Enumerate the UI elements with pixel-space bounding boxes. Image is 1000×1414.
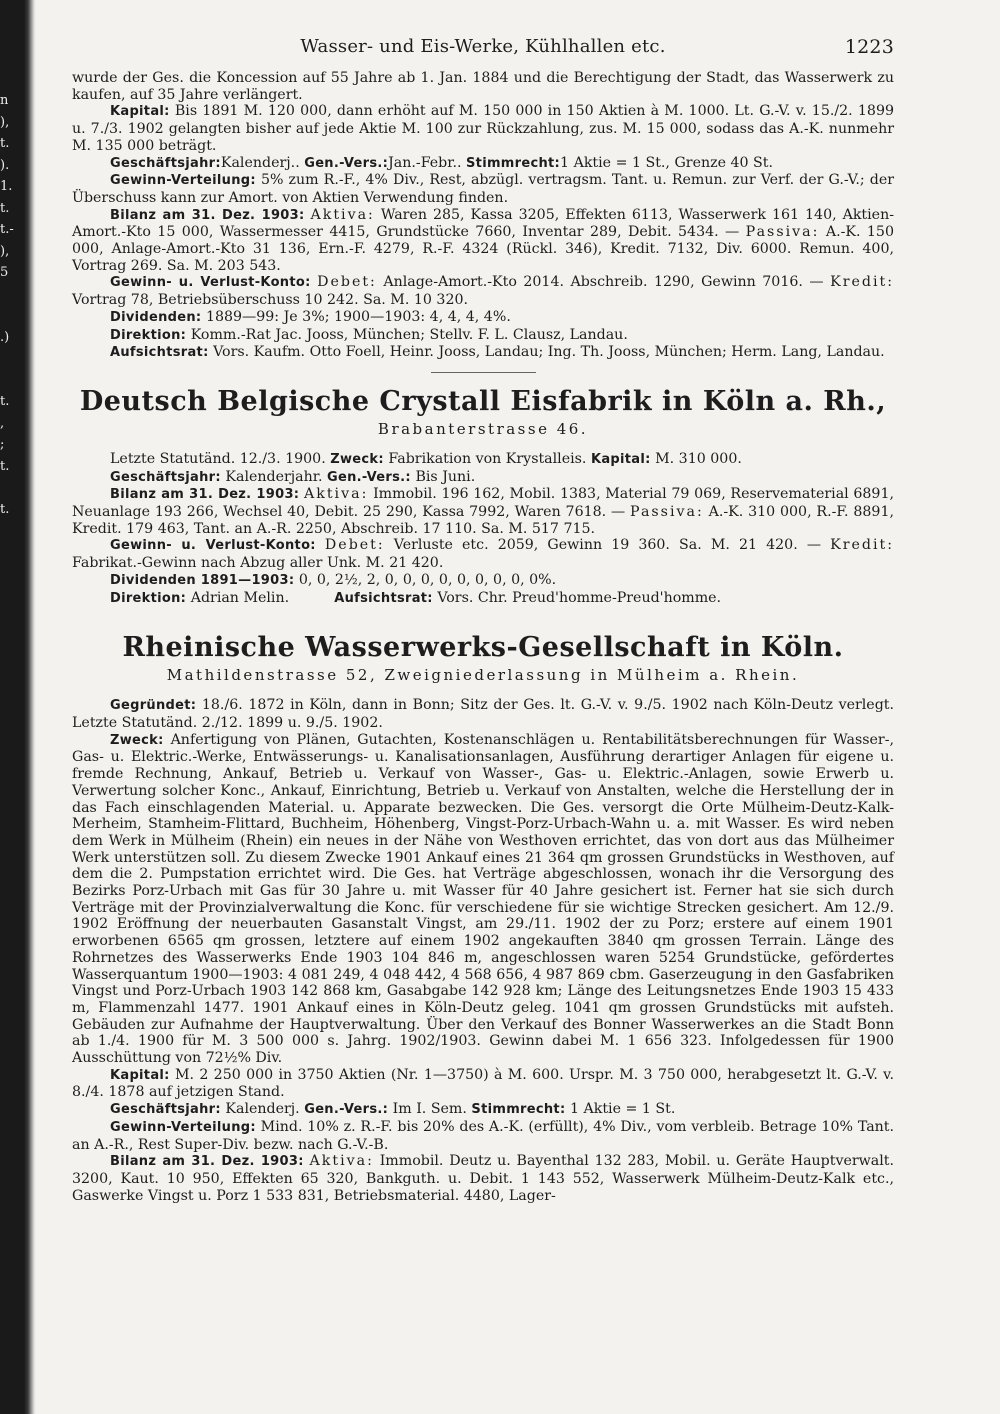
gewinnverteilung-text: Mind. 10% z. R.-F. bis 20% des A.-K. (erfüllt), 4% Div., vom verbleib. Betrage 10% Tant. an A.-R., Rest Super-Div. bezw. nach G.-V.-B. (72, 1118, 895, 1153)
geschaeftsjahr-text: Kalenderj. (220, 154, 296, 171)
section-spacer (72, 607, 894, 625)
kredit-text: Fabrikat.-Gewinn nach Abzug aller Unk. M. 21 420. (72, 555, 444, 572)
passiva-label: Passiva: (745, 224, 820, 241)
aufsichtsrat-paragraph (72, 344, 894, 362)
zweck-label: Zweck: (330, 451, 384, 467)
gewinnverteilung-label: Gewinn-Verteilung: (110, 1119, 256, 1135)
margin-fragment: t.- (0, 222, 14, 237)
margin-fragment: t. (0, 394, 10, 409)
geschaeftsjahr-text: Kalenderjahr. (225, 468, 323, 485)
genvers-label: Gen.-Vers.: (304, 155, 389, 171)
margin-fragment: t. (0, 458, 10, 474)
passiva-label: Passiva: (630, 504, 704, 521)
margin-fragment: ). (0, 157, 10, 173)
margin-fragment: t. (0, 200, 10, 216)
margin-fragment (0, 284, 16, 306)
margin-fragment: ), (0, 114, 10, 130)
direktion-paragraph (72, 327, 894, 345)
dividenden-label: Dividenden 1891—1903: (110, 572, 295, 588)
direktion-text: Komm.-Rat Jac. Jooss, München; Stellv. F. L. Clausz, Landau. (190, 326, 628, 343)
direktion-text: Adrian Melin. (190, 589, 290, 606)
kapital-paragraph (72, 1067, 894, 1101)
dividenden-text: 0, 0, 2½, 2, 0, 0, 0, 0, 0, 0, 0, 0, 0%. (298, 571, 557, 588)
zweck-paragraph (72, 732, 894, 1067)
gewinnverteilung-label: Gewinn-Verteilung: (110, 173, 256, 189)
margin-fragment: , (0, 415, 5, 431)
kredit-label: Kredit: (830, 537, 895, 554)
company-address: Mathildenstrasse 52, Zweigniederlassung in Mülheim a. Rhein. (166, 666, 800, 685)
margin-fragment: 1. (0, 179, 13, 194)
statut-text: Letzte Statutänd. 12./3. 1900. (110, 450, 326, 467)
kapital-text: Bis 1891 M. 120 000, dann erhöht auf M. 150 000 in 150 Aktien à M. 1000. Lt. G.-V. v. 15./2. 1899 u. 7./3. 1902 gelangten bisher auf jede Aktie M. 100 zur Rückzahlung, zus. M. 15 000, sodass das A.-K. nunmehr M. 135 000 beträgt. (72, 103, 894, 154)
margin-fragment (0, 348, 16, 370)
bilanz-paragraph (72, 1153, 894, 1204)
guv-label: Gewinn- u. Verlust-Konto: (110, 538, 316, 554)
dividenden-label: Dividenden: (110, 309, 202, 325)
gewinnverteilung-paragraph (72, 1119, 894, 1153)
margin-fragment (0, 370, 16, 392)
previous-page-margin-fragments (0, 90, 16, 520)
bilanz-label: Bilanz am 31. Dez. 1903: (110, 207, 305, 223)
margin-fragment: ), (0, 243, 10, 259)
dividenden-text: 1889—99: Je 3%; 1900—1903: 4, 4, 4, 4%. (205, 308, 511, 325)
kapital-paragraph (72, 103, 894, 154)
kapital-label: Kapital: (110, 104, 170, 120)
dividenden-paragraph (72, 309, 894, 327)
meta-paragraph (72, 469, 894, 487)
margin-fragment: .) (0, 329, 10, 345)
aktiva-label: Aktiva: (309, 1153, 374, 1170)
aufsichtsrat-text: Vors. Chr. Preud'homme-Preud'homme. (437, 589, 722, 606)
page-number: 1223 (844, 36, 894, 58)
geschaeftsjahr-label: Geschäftsjahr: (110, 1102, 221, 1118)
genvers-label: Gen.-Vers.: (304, 1102, 389, 1118)
kapital-label: Kapital: (590, 451, 651, 467)
kapital-text: M. 310 000. (655, 450, 742, 467)
margin-fragment: t. (0, 136, 10, 151)
company-entry-rheinische-wasserwerks (72, 631, 894, 1204)
aktiva-label: Aktiva: (304, 486, 369, 503)
stimmrecht-text: 1 Aktie = 1 St. (569, 1101, 676, 1118)
running-header (72, 36, 894, 70)
gewinnverteilung-text: 5% zum R.-F., 4% Div., Rest, abzügl. vertragsm. Tant. u. Remun. zur Verf. der G.-V.; der Überschuss kann zur Amort. von Aktien Verwendung finden. (72, 172, 895, 206)
guv-paragraph (72, 274, 894, 308)
company-title: Rheinische Wasserwerks-Gesellschaft in Köln. (122, 632, 844, 664)
stimmrecht-label: Stimmrecht: (471, 1102, 566, 1118)
stimmrecht-label: Stimmrecht: (466, 155, 561, 171)
bilanz-paragraph (72, 207, 894, 275)
genvers-text: Bis Juni. (415, 468, 476, 485)
kredit-label: Kredit: (830, 274, 894, 291)
debet-label: Debet: (324, 537, 385, 554)
passiva-text: A.-K. 310 000, R.-F. 8891, Kredit. 179 463, Tant. an A.-R. 2250, Abschreib. 17 110. Sa. M. 517 715. (72, 504, 894, 537)
gewinnverteilung-paragraph (72, 172, 894, 206)
section-divider (431, 372, 536, 373)
zweck-label: Zweck: (110, 732, 164, 748)
company-address: Brabanterstrasse 46. (377, 419, 589, 438)
meta-paragraph: Geschäftsjahr:Kalenderj.. Gen.-Vers.:Jan.-Febr.. Stimmrecht:1 Aktie = 1 St., Grenze 40 St. (110, 154, 773, 171)
margin-fragment: n (0, 93, 9, 108)
bilanz-paragraph (72, 486, 894, 537)
geschaeftsjahr-label: Geschäftsjahr: (110, 469, 221, 485)
guv-text: Verluste etc. 2059, Gewinn 19 360. Sa. M. 21 420. — (393, 537, 822, 554)
bilanz-text: Immobil. Deutz u. Bayenthal 132 283, Mobil. u. Geräte Hauptverwalt. 3200, Kaut. 10 950, Effekten 65 320, Bankguth. u. Debit. 1 143 552, Wasserwerk Mülheim-Deutz-Kalk etc., Gaswerke Vingst u. Porz 1 533 831, Betriebsmaterial. 4480, Lager- (72, 1153, 895, 1204)
zweck-text: Fabrikation von Krystalleis. (388, 450, 587, 467)
gegruendet-label: Gegründet: (110, 698, 197, 714)
bilanz-label: Bilanz am 31. Dez. 1903: (110, 1154, 304, 1170)
genvers-label: Gen.-Vers.: (327, 469, 411, 485)
bilanz-text: Waren 285, Kassa 3205, Effekten 6113, Wasserwerk 161 140, Aktien-Amort.-Kto 15 000, Wassermesser 4415, Grundstücke 7660, Inventar 289, Debit. 5434. — (72, 206, 895, 241)
stimmrecht-text: 1 Aktie = 1 St., Grenze 40 St. (560, 154, 773, 171)
direktion-label: Direktion: (110, 327, 187, 343)
gegruendet-text: 18./6. 1872 in Köln, dann in Bonn; Sitz der Ges. lt. G.-V. v. 9./5. 1902 nach Köln-Deutz verlegt. Letzte Statutänd. 2./12. 1899 u. 9./5. 1902. (72, 697, 895, 731)
geschaeftsjahr-text: Kalenderj. (225, 1101, 300, 1118)
section-continued-entry (72, 70, 894, 362)
genvers-text: Im I. Sem. (392, 1101, 467, 1118)
guv-paragraph (72, 537, 894, 571)
intro-paragraph: wurde der Ges. die Koncession auf 55 Jahre ab 1. Jan. 1884 und die Berechtigung der Stadt, das Wasserwerk zu kaufen, auf 35 Jahre verlängert. (72, 70, 894, 103)
company-entry-crystall-eisfabrik (72, 385, 894, 607)
meta-paragraph (72, 1101, 894, 1119)
aufsichtsrat-text: Vors. Kaufm. Otto Foell, Heinr. Jooss, Landau; Ing. Th. Jooss, München; Herm. Lang, Landau. (213, 344, 885, 361)
direktion-paragraph (72, 590, 894, 608)
kapital-label: Kapital: (110, 1067, 170, 1083)
kapital-text: M. 2 250 000 in 3750 Aktien (Nr. 1—3750) à M. 600. Urspr. M. 3 750 000, herabgesetzt lt. G.-V. v. 8./4. 1878 auf jetzigen Stand. (72, 1066, 894, 1101)
margin-fragment: ; (0, 437, 5, 452)
passiva-text: A.-K. 150 000, Anlage-Amort.-Kto 31 136, Ern.-F. 4279, R.-F. 4324 (Rückl. 346), Kredit. 7132, Div. 6000. Remun. 400, Vortrag 269. Sa. M. 203 543. (72, 224, 894, 274)
geschaeftsjahr-label: Geschäftsjahr: (110, 155, 221, 171)
dividenden-paragraph (72, 572, 894, 590)
guv-label: Gewinn- u. Verlust-Konto: (110, 275, 311, 291)
zweck-text: Anfertigung von Plänen, Gutachten, Kostenanschlägen u. Rentabilitätsberechnungen für Wasser-, Gas- u. Elektric.-Werke, Entwässerungs- u. Kanalisationsanlagen, Ausführung derartiger Anlagen für eigene u. fremde Rechnung, Ankauf, Betrieb u. Verkauf von Wasser-, Gas- u. Elektric.-Anlagen, sowie Erwerb u. Verwertung solcher Konc., Ankauf, Einrichtung, Betrieb u. Verkauf von Anstalten, welche die Herstellung der in das Fach einschlagenden Material. u. Apparate bezwecken. Die Ges. versorgt die Orte Mülheim-Deutz-Kalk-Merheim, Stamheim-Flittard, Buchheim, Höhenberg, Vingst-Porz-Urbach-Wahn u. a. mit Wasser. Es wird neben dem Werk in Mülheim (Rhein) ein neues in der Nähe von Westhoven errichtet, das von dort aus das Mülheimer Werk unterstützen soll. Zu diesem Zwecke 1901 Ankauf eines 21 364 qm grossen Grundstücks in Westhoven, auf dem die 2. Pumpstation errichtet wird. Die Ges. hat Verträge abgeschlossen, wonach ihr die Versorgung des Bezirks Porz-Urbach mit Gas für 30 Jahre u. mit Wasser für 40 Jahre gesichert ist. Ferner hat sie sich durch Verträge mit der Provinzialverwaltung die Konc. für verschiedene für sie wichtige Strecken gesichert. Am 12./9. 1902 Eröffnung der neuerbauten Gasanstalt Vingst, am 29./11. 1902 der zu Porz; erstere auf einem 1901 erworbenen 6565 qm grossen, letztere auf einem 1902 angekauften 3840 qm grossen Terrain. Länge des Rohrnetzes des Wasserwerks Ende 1903 104 846 m, angeschlossen waren 5254 Grundstücke, gefördertes Wasserquantum 1900—1903: 4 081 249, 4 048 442, 4 568 656, 4 987 869 cbm. Gaserzeugung in den Gasfabriken Vingst und Porz-Urbach 1903 142 868 km, Gasabgabe 142 928 km; Länge des Leitungsnetzes Ende 1903 15 433 m, Flammenzahl 1477. 1901 Ankauf eines in Köln-Deutz geleg. 1041 qm grossen Grundstücks mit aufsteh. Gebäuden zur Aufnahme der Hauptverwaltung. Über den Verkauf des Bonner Wasserwerkes an die Stadt Bonn ab 1./4. 1900 für M. 3 500 000 s. Jahrg. 1902/1903. Gewinn dabei M. 1 656 323. Infolgedessen für 1900 Ausschüttung von 72½% Div. (72, 731, 894, 1067)
statut-paragraph (72, 451, 894, 469)
kredit-text: Vortrag 78, Betriebsüberschuss 10 242. Sa. M. 10 320. (72, 292, 469, 309)
aufsichtsrat-label: Aufsichtsrat: (334, 590, 433, 606)
company-title: Deutsch Belgische Crystall Eisfabrik in Köln a. Rh., (79, 385, 887, 417)
direktion-label: Direktion: (110, 590, 187, 606)
document-page (72, 36, 894, 1204)
genvers-text: Jan.-Febr. (388, 154, 457, 171)
gegruendet-paragraph (72, 697, 894, 731)
running-title: Wasser- und Eis-Werke, Kühlhallen etc. (300, 36, 666, 57)
guv-text: Anlage-Amort.-Kto 2014. Abschreib. 1290, Gewinn 7016. — (383, 274, 824, 291)
margin-fragment (0, 477, 16, 499)
margin-fragment: t. (0, 501, 10, 517)
margin-fragment: 5 (0, 265, 9, 280)
bilanz-label: Bilanz am 31. Dez. 1903: (110, 487, 300, 503)
bilanz-text: Immobil. 196 162, Mobil. 1383, Material 79 069, Reservematerial 6891, Neuanlage 193 266, Wechsel 40, Debit. 25 290, Kassa 7992, Waren 7618. — (72, 486, 894, 521)
margin-fragment (0, 305, 16, 327)
debet-label: Debet: (317, 274, 377, 291)
aktiva-label: Aktiva: (310, 206, 375, 223)
aufsichtsrat-label: Aufsichtsrat: (110, 345, 209, 361)
